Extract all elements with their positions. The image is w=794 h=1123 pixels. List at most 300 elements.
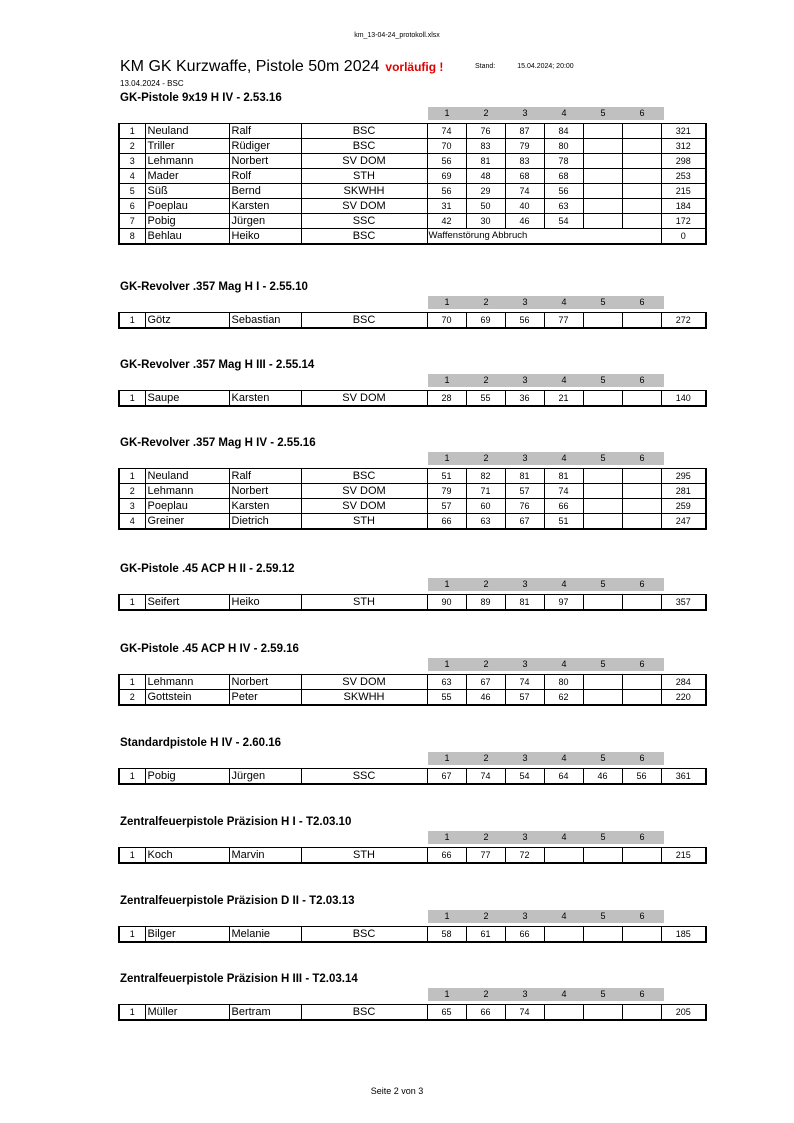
series-header (118, 374, 708, 388)
first-name-cell: Karsten (229, 199, 301, 214)
first-name-cell: Norbert (229, 675, 301, 690)
series-score-cell: 81 (505, 595, 544, 611)
section-title: Zentralfeuerpistole Präzision H III - T2.03.14 (120, 973, 358, 985)
series-score-cell (622, 927, 661, 943)
table-row (119, 184, 706, 199)
series-number: 6 (639, 108, 645, 118)
club-cell: SV DOM (301, 154, 427, 169)
series-number: 5 (600, 453, 606, 463)
series-score-cell: 81 (466, 154, 505, 169)
series-score-cell: 74 (427, 124, 466, 139)
last-name-cell: Poeplau (145, 499, 229, 514)
club-cell: STH (301, 514, 427, 530)
series-header (118, 658, 708, 672)
club-cell: STH (301, 848, 427, 864)
series-score-cell: 81 (544, 469, 583, 484)
series-number: 2 (483, 989, 489, 999)
result-section (118, 437, 708, 530)
table-row (119, 484, 706, 499)
result-section (118, 816, 708, 864)
total-score-cell: 215 (661, 184, 706, 199)
document-title (120, 58, 443, 76)
series-number: 4 (561, 579, 567, 589)
series-number: 3 (522, 659, 528, 669)
table-row (119, 169, 706, 184)
series-number: 6 (639, 297, 645, 307)
total-score-cell: 312 (661, 139, 706, 154)
series-number: 6 (639, 911, 645, 921)
series-score-cell (583, 690, 622, 706)
series-number: 6 (639, 989, 645, 999)
series-header (118, 910, 708, 924)
page-number: Seite 2 von 3 (370, 1086, 424, 1096)
section-title: GK-Pistole .45 ACP H IV - 2.59.16 (120, 643, 299, 655)
rank-cell: 1 (119, 595, 145, 611)
series-score-cell: 51 (427, 469, 466, 484)
club-cell: SV DOM (301, 499, 427, 514)
last-name-cell: Neuland (145, 469, 229, 484)
series-number: 1 (444, 659, 450, 669)
rank-cell: 6 (119, 199, 145, 214)
section-title: GK-Revolver .357 Mag H I - 2.55.10 (120, 281, 308, 293)
last-name-cell: Mader (145, 169, 229, 184)
first-name-cell: Dietrich (229, 514, 301, 530)
series-number: 2 (483, 375, 489, 385)
series-score-cell: 57 (505, 484, 544, 499)
table-row (119, 469, 706, 484)
series-score-cell: 50 (466, 199, 505, 214)
section-title: GK-Revolver .357 Mag H IV - 2.55.16 (120, 437, 316, 449)
series-number: 5 (600, 375, 606, 385)
series-score-cell (583, 848, 622, 864)
rank-cell: 4 (119, 169, 145, 184)
section-title: GK-Pistole 9x19 H IV - 2.53.16 (120, 92, 282, 104)
series-score-cell: 40 (505, 199, 544, 214)
series-score-cell (622, 1005, 661, 1021)
series-score-cell: 68 (544, 169, 583, 184)
series-number: 4 (561, 297, 567, 307)
series-number: 3 (522, 911, 528, 921)
club-cell: SKWHH (301, 184, 427, 199)
series-score-cell: 67 (427, 769, 466, 785)
stand-value: 15.04.2024; 20:00 (517, 63, 574, 70)
series-number: 3 (522, 453, 528, 463)
series-score-cell: 54 (505, 769, 544, 785)
series-score-cell (622, 169, 661, 184)
series-score-cell: 63 (427, 675, 466, 690)
table-row (119, 514, 706, 530)
series-score-cell: 65 (427, 1005, 466, 1021)
series-number: 5 (600, 108, 606, 118)
series-score-cell: 87 (505, 124, 544, 139)
series-score-cell: 68 (505, 169, 544, 184)
series-score-cell: 36 (505, 391, 544, 407)
total-score-cell: 220 (661, 690, 706, 706)
series-score-cell (583, 169, 622, 184)
results-table (118, 847, 707, 864)
series-number: 6 (639, 375, 645, 385)
first-name-cell: Sebastian (229, 313, 301, 329)
series-number: 5 (600, 579, 606, 589)
series-score-cell (583, 675, 622, 690)
first-name-cell: Melanie (229, 927, 301, 943)
series-score-cell: 79 (505, 139, 544, 154)
rank-cell: 4 (119, 514, 145, 530)
series-number: 1 (444, 453, 450, 463)
series-score-cell (622, 469, 661, 484)
club-cell: BSC (301, 313, 427, 329)
series-score-cell: 57 (427, 499, 466, 514)
table-row (119, 927, 706, 943)
series-score-cell (583, 1005, 622, 1021)
result-section (118, 359, 708, 407)
rank-cell: 1 (119, 124, 145, 139)
series-score-cell (544, 1005, 583, 1021)
club-cell: SKWHH (301, 690, 427, 706)
series-score-cell: 70 (427, 313, 466, 329)
preliminary-flag: vorläufig ! (385, 60, 444, 74)
result-section (118, 737, 708, 785)
series-score-cell: 66 (427, 848, 466, 864)
club-cell: STH (301, 169, 427, 184)
results-table (118, 594, 707, 611)
result-section (118, 563, 708, 611)
first-name-cell: Karsten (229, 391, 301, 407)
total-score-cell: 172 (661, 214, 706, 229)
series-number: 5 (600, 911, 606, 921)
rank-cell: 3 (119, 154, 145, 169)
club-cell: SV DOM (301, 199, 427, 214)
section-title: Zentralfeuerpistole Präzision H I - T2.03.10 (120, 816, 352, 828)
series-number: 4 (561, 659, 567, 669)
series-score-cell (583, 184, 622, 199)
last-name-cell: Müller (145, 1005, 229, 1021)
total-score-cell: 298 (661, 154, 706, 169)
first-name-cell: Heiko (229, 229, 301, 245)
last-name-cell: Pobig (145, 769, 229, 785)
series-score-cell (583, 514, 622, 530)
series-number: 4 (561, 108, 567, 118)
series-number: 6 (639, 832, 645, 842)
series-score-cell: 74 (505, 1005, 544, 1021)
rank-cell: 2 (119, 690, 145, 706)
first-name-cell: Ralf (229, 469, 301, 484)
series-score-cell: 46 (505, 214, 544, 229)
event-date: 13.04.2024 - BSC (120, 79, 184, 88)
series-score-cell: 29 (466, 184, 505, 199)
club-cell: BSC (301, 927, 427, 943)
total-score-cell: 357 (661, 595, 706, 611)
series-score-cell: 80 (544, 139, 583, 154)
rank-cell: 1 (119, 675, 145, 690)
series-number: 1 (444, 108, 450, 118)
total-score-cell: 247 (661, 514, 706, 530)
series-score-cell: 74 (544, 484, 583, 499)
table-row (119, 124, 706, 139)
last-name-cell: Süß (145, 184, 229, 199)
series-score-cell (583, 927, 622, 943)
series-number: 6 (639, 753, 645, 763)
series-score-cell: 78 (544, 154, 583, 169)
first-name-cell: Karsten (229, 499, 301, 514)
series-score-cell: 28 (427, 391, 466, 407)
series-number: 4 (561, 832, 567, 842)
series-score-cell: 56 (427, 154, 466, 169)
first-name-cell: Rolf (229, 169, 301, 184)
table-row (119, 391, 706, 407)
rank-cell: 1 (119, 848, 145, 864)
series-score-cell: 46 (466, 690, 505, 706)
series-score-cell: 76 (466, 124, 505, 139)
series-score-cell (583, 124, 622, 139)
first-name-cell: Rüdiger (229, 139, 301, 154)
series-score-cell: 56 (505, 313, 544, 329)
series-score-cell: 48 (466, 169, 505, 184)
rank-cell: 5 (119, 184, 145, 199)
series-score-cell: 81 (505, 469, 544, 484)
result-section (118, 973, 708, 1021)
series-score-cell (583, 313, 622, 329)
series-header (118, 452, 708, 466)
first-name-cell: Ralf (229, 124, 301, 139)
series-number: 5 (600, 659, 606, 669)
rank-cell: 1 (119, 1005, 145, 1021)
total-score-cell: 184 (661, 199, 706, 214)
series-score-cell: 31 (427, 199, 466, 214)
table-row (119, 769, 706, 785)
series-number: 3 (522, 108, 528, 118)
series-score-cell: 58 (427, 927, 466, 943)
series-score-cell (622, 391, 661, 407)
series-score-cell (583, 199, 622, 214)
first-name-cell: Heiko (229, 595, 301, 611)
section-title: Zentralfeuerpistole Präzision D II - T2.03.13 (120, 895, 355, 907)
series-number: 3 (522, 989, 528, 999)
series-number: 2 (483, 108, 489, 118)
results-table (118, 468, 707, 530)
series-number: 1 (444, 832, 450, 842)
series-score-cell (622, 690, 661, 706)
last-name-cell: Greiner (145, 514, 229, 530)
rank-cell: 3 (119, 499, 145, 514)
series-number: 2 (483, 659, 489, 669)
series-number: 1 (444, 911, 450, 921)
results-table (118, 1004, 707, 1021)
series-header (118, 831, 708, 845)
series-score-cell: 54 (544, 214, 583, 229)
result-section (118, 281, 708, 329)
last-name-cell: Bilger (145, 927, 229, 943)
rank-cell: 1 (119, 927, 145, 943)
series-score-cell (622, 499, 661, 514)
table-row (119, 154, 706, 169)
rank-cell: 1 (119, 313, 145, 329)
last-name-cell: Behlau (145, 229, 229, 245)
series-score-cell: 55 (427, 690, 466, 706)
table-row (119, 1005, 706, 1021)
last-name-cell: Lehmann (145, 675, 229, 690)
table-row (119, 675, 706, 690)
series-number: 3 (522, 375, 528, 385)
last-name-cell: Seifert (145, 595, 229, 611)
table-row (119, 690, 706, 706)
series-score-cell (583, 595, 622, 611)
table-row (119, 199, 706, 214)
last-name-cell: Lehmann (145, 154, 229, 169)
series-number: 3 (522, 832, 528, 842)
series-score-cell: 77 (466, 848, 505, 864)
series-number: 1 (444, 989, 450, 999)
section-title: GK-Revolver .357 Mag H III - 2.55.14 (120, 359, 315, 371)
table-row (119, 229, 706, 245)
club-cell: SSC (301, 214, 427, 229)
results-table (118, 926, 707, 943)
first-name-cell: Norbert (229, 154, 301, 169)
rank-cell: 2 (119, 484, 145, 499)
series-score-cell: 51 (544, 514, 583, 530)
series-score-cell (622, 184, 661, 199)
series-number: 6 (639, 453, 645, 463)
series-score-cell: 69 (427, 169, 466, 184)
total-score-cell: 185 (661, 927, 706, 943)
series-number: 6 (639, 579, 645, 589)
series-number: 5 (600, 297, 606, 307)
series-score-cell: 82 (466, 469, 505, 484)
series-score-cell: 64 (544, 769, 583, 785)
series-number: 3 (522, 579, 528, 589)
total-score-cell: 272 (661, 313, 706, 329)
series-number: 5 (600, 989, 606, 999)
table-row (119, 214, 706, 229)
series-score-cell (622, 595, 661, 611)
series-score-cell (544, 848, 583, 864)
series-header (118, 988, 708, 1002)
club-cell: BSC (301, 139, 427, 154)
club-cell: SV DOM (301, 675, 427, 690)
rank-cell: 1 (119, 469, 145, 484)
series-number: 1 (444, 297, 450, 307)
series-score-cell (622, 214, 661, 229)
series-number: 2 (483, 753, 489, 763)
series-score-cell (583, 154, 622, 169)
first-name-cell: Bertram (229, 1005, 301, 1021)
first-name-cell: Norbert (229, 484, 301, 499)
series-number: 4 (561, 453, 567, 463)
series-header (118, 107, 708, 121)
series-score-cell (622, 199, 661, 214)
series-score-cell (622, 514, 661, 530)
series-score-cell: 74 (505, 675, 544, 690)
series-score-cell (583, 499, 622, 514)
series-number: 1 (444, 579, 450, 589)
status-timestamp (475, 63, 574, 70)
first-name-cell: Bernd (229, 184, 301, 199)
series-score-cell: 74 (466, 769, 505, 785)
series-score-cell: 70 (427, 139, 466, 154)
series-number: 3 (522, 297, 528, 307)
last-name-cell: Koch (145, 848, 229, 864)
last-name-cell: Neuland (145, 124, 229, 139)
series-score-cell: 74 (505, 184, 544, 199)
series-score-cell (622, 675, 661, 690)
series-number: 3 (522, 753, 528, 763)
last-name-cell: Saupe (145, 391, 229, 407)
series-number: 2 (483, 832, 489, 842)
section-title: GK-Pistole .45 ACP H II - 2.59.12 (120, 563, 295, 575)
series-score-cell: 89 (466, 595, 505, 611)
series-score-cell: 63 (466, 514, 505, 530)
series-score-cell: 56 (427, 184, 466, 199)
remark-cell: Waffenstörung Abbruch (427, 229, 661, 245)
total-score-cell: 205 (661, 1005, 706, 1021)
series-number: 2 (483, 297, 489, 307)
series-number: 5 (600, 832, 606, 842)
title-text: KM GK Kurzwaffe, Pistole 50m 2024 (120, 58, 380, 75)
results-table (118, 312, 707, 329)
rank-cell: 7 (119, 214, 145, 229)
club-cell: SSC (301, 769, 427, 785)
series-score-cell: 72 (505, 848, 544, 864)
series-score-cell: 61 (466, 927, 505, 943)
series-header (118, 578, 708, 592)
club-cell: BSC (301, 469, 427, 484)
series-number: 2 (483, 911, 489, 921)
series-score-cell: 83 (466, 139, 505, 154)
series-score-cell: 46 (583, 769, 622, 785)
series-score-cell (622, 313, 661, 329)
series-score-cell: 71 (466, 484, 505, 499)
total-score-cell: 361 (661, 769, 706, 785)
result-section (118, 895, 708, 943)
club-cell: SV DOM (301, 484, 427, 499)
club-cell: STH (301, 595, 427, 611)
series-score-cell: 66 (466, 1005, 505, 1021)
results-table (118, 768, 707, 785)
first-name-cell: Jürgen (229, 214, 301, 229)
series-number: 1 (444, 753, 450, 763)
last-name-cell: Gottstein (145, 690, 229, 706)
series-score-cell: 67 (505, 514, 544, 530)
series-score-cell (544, 927, 583, 943)
section-title: Standardpistole H IV - 2.60.16 (120, 737, 282, 749)
last-name-cell: Triller (145, 139, 229, 154)
club-cell: BSC (301, 1005, 427, 1021)
last-name-cell: Poeplau (145, 199, 229, 214)
file-name: km_13-04-24_protokoll.xlsx (354, 32, 440, 39)
first-name-cell: Jürgen (229, 769, 301, 785)
series-number: 5 (600, 753, 606, 763)
series-score-cell: 42 (427, 214, 466, 229)
series-score-cell: 66 (544, 499, 583, 514)
last-name-cell: Lehmann (145, 484, 229, 499)
rank-cell: 1 (119, 769, 145, 785)
series-score-cell: 55 (466, 391, 505, 407)
result-section (118, 92, 708, 245)
result-section (118, 643, 708, 706)
series-score-cell (622, 154, 661, 169)
series-number: 4 (561, 989, 567, 999)
series-score-cell: 57 (505, 690, 544, 706)
series-score-cell (622, 484, 661, 499)
series-score-cell (622, 848, 661, 864)
series-number: 4 (561, 375, 567, 385)
last-name-cell: Götz (145, 313, 229, 329)
table-row (119, 848, 706, 864)
series-score-cell: 67 (466, 675, 505, 690)
total-score-cell: 215 (661, 848, 706, 864)
series-header (118, 752, 708, 766)
total-score-cell: 0 (661, 229, 706, 245)
